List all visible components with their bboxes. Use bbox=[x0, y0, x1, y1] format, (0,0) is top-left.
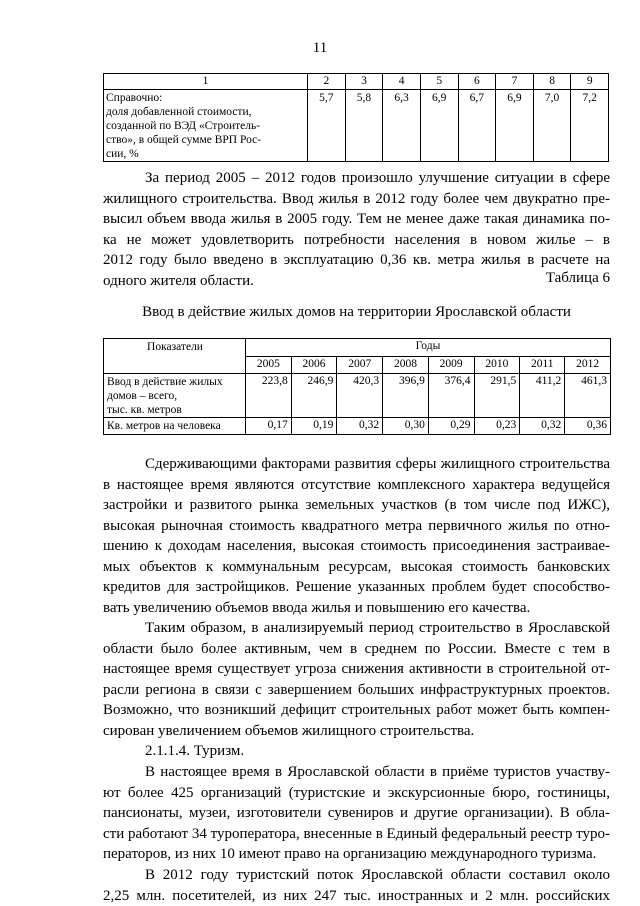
year-cell: 2012 bbox=[565, 357, 611, 374]
row-label-line: ство», в общей сумме ВРП Рос- bbox=[106, 133, 305, 147]
row-label-line: созданной по ВЭД «Строитель- bbox=[106, 119, 305, 133]
row-label bbox=[104, 90, 308, 162]
header-cell: 1 bbox=[104, 74, 308, 90]
housing-table bbox=[103, 338, 611, 435]
table-header-row bbox=[104, 74, 609, 90]
text-line: ка не может удовлетворить потребности населения в новом жилье – в bbox=[103, 230, 610, 251]
paragraph-tourist-flow bbox=[103, 865, 610, 906]
table-cell: 0,32 bbox=[520, 418, 565, 435]
text-line: пансионаты, музеи, изготовители сувениров и другие организации). В обла- bbox=[103, 803, 610, 824]
page-number: 11 bbox=[0, 40, 640, 57]
header-cell: 4 bbox=[383, 74, 421, 90]
text-line: шению к доходам населения, высокая стоимость присоединения застраивае- bbox=[103, 536, 610, 557]
header-indicators: Показатели bbox=[104, 339, 246, 374]
table-title: Ввод в действие жилых домов на территории Ярославской области bbox=[103, 304, 610, 321]
text-line: одного жителя области. bbox=[103, 271, 610, 292]
row-label: Кв. метров на человека bbox=[104, 418, 246, 435]
table-cell: 291,5 bbox=[474, 374, 520, 418]
table-cell: 6,7 bbox=[458, 90, 496, 162]
text-line: расли региона в связи с завершением больших инфраструктурных проектов. bbox=[103, 680, 610, 701]
table-cell: 411,2 bbox=[520, 374, 565, 418]
text-line: 2012 году было введено в эксплуатацию 0,36 кв. метра жилья в расчете на bbox=[103, 250, 610, 271]
year-cell: 2009 bbox=[428, 357, 474, 374]
paragraph-tourism-organizations bbox=[103, 762, 610, 865]
year-cell: 2011 bbox=[520, 357, 565, 374]
header-cell: 5 bbox=[420, 74, 458, 90]
text-line: высил объем ввода жилья в 2005 году. Тем не менее даже такая динамика по- bbox=[103, 209, 610, 230]
table-row bbox=[104, 90, 609, 162]
row-label-line: доля добавленной стоимости, bbox=[106, 105, 305, 119]
header-cell: 3 bbox=[345, 74, 383, 90]
table-continuation bbox=[103, 73, 609, 162]
table-cell: 6,3 bbox=[383, 90, 421, 162]
table-cell: 0,36 bbox=[565, 418, 611, 435]
table-caption: Таблица 6 bbox=[0, 270, 610, 287]
header-years: Годы bbox=[246, 339, 611, 357]
table-cell: 7,2 bbox=[571, 90, 609, 162]
table-cell: 0,23 bbox=[474, 418, 520, 435]
text-line: вать увеличению объемов ввода жилья и повышению его качества. bbox=[103, 598, 610, 619]
paragraph-conclusion bbox=[103, 618, 610, 741]
header-cell: 9 bbox=[571, 74, 609, 90]
section-heading-text: 2.1.1.4. Туризм. bbox=[103, 741, 610, 762]
table-row bbox=[104, 418, 611, 435]
row-label-line: Справочно: bbox=[106, 91, 305, 105]
header-cell: 7 bbox=[496, 74, 534, 90]
header-cell: 2 bbox=[308, 74, 346, 90]
row-label-line: сии, % bbox=[106, 147, 305, 161]
table-row bbox=[104, 374, 611, 418]
row-label-line: Ввод в действие жилых bbox=[107, 375, 243, 389]
text-line: сти работают 34 туроператора, внесенные в Единый федеральный реестр туро- bbox=[103, 824, 610, 845]
text-line: в настоящее время являются отсутствие комплексного характера ведущейся bbox=[103, 475, 610, 496]
table-cell: 0,29 bbox=[428, 418, 474, 435]
section-heading bbox=[103, 741, 610, 762]
text-line: Сдерживающими факторами развития сферы жилищного строительства bbox=[103, 454, 610, 475]
text-line: За период 2005 – 2012 годов произошло улучшение ситуации в сфере bbox=[103, 168, 610, 189]
text-line: В настоящее время в Ярославской области в приёме туристов участву- bbox=[103, 762, 610, 783]
table-cell: 0,32 bbox=[337, 418, 383, 435]
table-cell: 7,0 bbox=[533, 90, 571, 162]
table-cell: 223,8 bbox=[246, 374, 292, 418]
row-label bbox=[104, 374, 246, 418]
year-cell: 2007 bbox=[337, 357, 383, 374]
table-cell: 461,3 bbox=[565, 374, 611, 418]
table-cell: 376,4 bbox=[428, 374, 474, 418]
text-line: сирован увеличением объемов жилищного строительства. bbox=[103, 721, 610, 742]
row-label-line: домов – всего, bbox=[107, 389, 243, 403]
text-line: 2,25 млн. посетителей, из них 247 тыс. иностранных и 2 млн. российских bbox=[103, 886, 610, 906]
text-line: Таким образом, в анализируемый период строительство в Ярославской bbox=[103, 618, 610, 639]
text-line: области было более активным, чем в среднем по России. Вместе с тем в bbox=[103, 639, 610, 660]
year-cell: 2005 bbox=[246, 357, 292, 374]
header-cell: 8 bbox=[533, 74, 571, 90]
table-cell: 5,8 bbox=[345, 90, 383, 162]
text-line: настоящее время существует угроза снижения активности в строительной от- bbox=[103, 659, 610, 680]
text-line: ют более 425 организаций (туристские и экскурсионные бюро, гостиницы, bbox=[103, 783, 610, 804]
table-cell: 0,19 bbox=[291, 418, 337, 435]
table-cell: 246,9 bbox=[291, 374, 337, 418]
text-line: кредитов для застройщиков. Решение указанных проблем будет способство- bbox=[103, 577, 610, 598]
text-line: мых объектов к коммунальным ресурсам, высокая стоимость банковских bbox=[103, 557, 610, 578]
row-label-line: тыс. кв. метров bbox=[107, 403, 243, 417]
table-cell: 420,3 bbox=[337, 374, 383, 418]
text-line: высокая рыночная стоимость квадратного метра первичного жилья по отно- bbox=[103, 516, 610, 537]
header-cell: 6 bbox=[458, 74, 496, 90]
table-cell: 6,9 bbox=[420, 90, 458, 162]
text-line: ператоров, из них 10 имеют право на организацию международного туризма. bbox=[103, 844, 610, 865]
text-line: жилищного строительства. Ввод жилья в 2012 году более чем двукратно пре- bbox=[103, 189, 610, 210]
table-cell: 6,9 bbox=[496, 90, 534, 162]
table-header-row bbox=[104, 339, 611, 357]
text-line: В 2012 году туристский поток Ярославской области составил около bbox=[103, 865, 610, 886]
year-cell: 2006 bbox=[291, 357, 337, 374]
year-cell: 2008 bbox=[383, 357, 429, 374]
paragraph-constraints bbox=[103, 454, 610, 618]
text-line: Возможно, что возникший дефицит строительных работ может быть компен- bbox=[103, 700, 610, 721]
table-cell: 5,7 bbox=[308, 90, 346, 162]
table-cell: 396,9 bbox=[383, 374, 429, 418]
table-cell: 0,17 bbox=[246, 418, 292, 435]
year-cell: 2010 bbox=[474, 357, 520, 374]
text-line: застройки и развитого рынка земельных участков (в том числе под ИЖС), bbox=[103, 495, 610, 516]
table-cell: 0,30 bbox=[383, 418, 429, 435]
